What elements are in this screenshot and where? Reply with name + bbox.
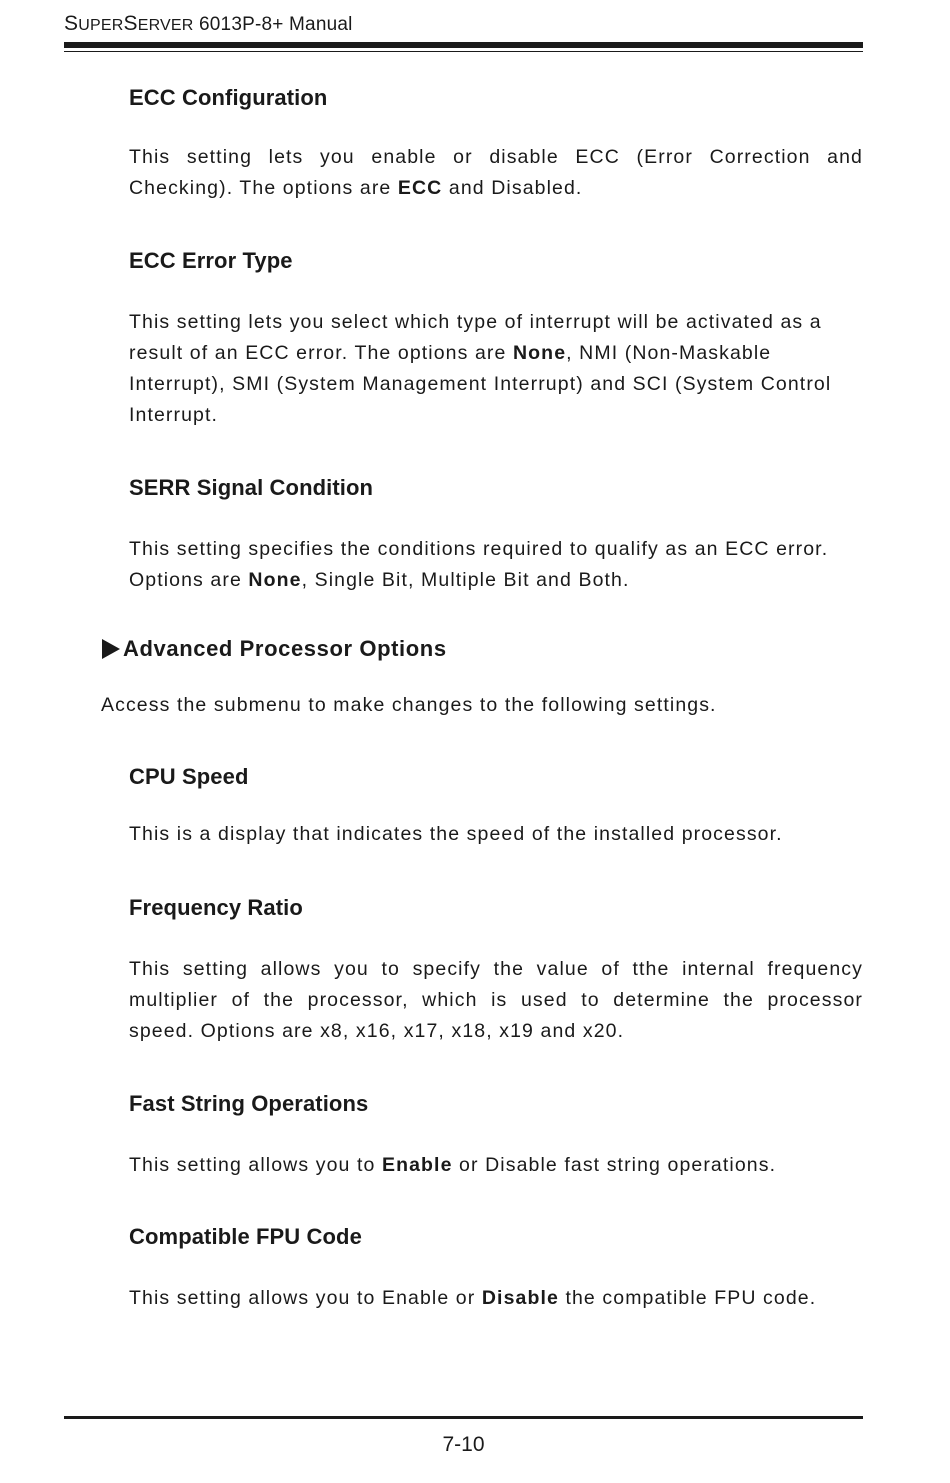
serr-signal-text — [129, 534, 863, 596]
header-title-s4: ERVER — [137, 17, 194, 34]
fast-string-text — [129, 1150, 863, 1181]
ecc-error-type-heading: ECC Error Type — [129, 248, 293, 273]
frequency-ratio-heading: Frequency Ratio — [129, 895, 303, 920]
submenu-arrow-icon — [102, 639, 120, 659]
ecc-error-type-text-a: This setting lets you select which type of interrupt will be activated as a result of an ECC error. The options are — [129, 311, 822, 364]
serr-signal-default: None — [248, 569, 302, 591]
compatible-fpu-default: Disable — [481, 1287, 559, 1309]
advanced-processor-heading — [102, 636, 447, 662]
advanced-processor-title: Advanced Processor Options — [123, 636, 447, 661]
ecc-configuration-text-a: This setting lets you enable or disable ECC (Error Correction and Checking). The options are — [129, 146, 863, 199]
advanced-processor-description: Access the submenu to make changes to the following settings. — [101, 694, 717, 716]
header-rule-thick — [64, 42, 863, 48]
ecc-configuration-default: ECC — [397, 177, 443, 199]
compatible-fpu-heading: Compatible FPU Code — [129, 1224, 362, 1249]
header-title-s3: S — [123, 12, 138, 35]
footer-rule — [64, 1416, 863, 1419]
running-header — [64, 12, 353, 36]
ecc-configuration-text-b: and Disabled. — [442, 177, 583, 199]
fast-string-text-a: This setting allows you to — [129, 1154, 382, 1176]
header-title-s1: S — [64, 12, 79, 35]
fast-string-default: Enable — [381, 1154, 453, 1176]
header-title-s2: UPER — [78, 17, 124, 34]
cpu-speed-heading: CPU Speed — [129, 764, 249, 789]
compatible-fpu-text-b: the compatible FPU code. — [558, 1287, 817, 1309]
header-rule-thin — [64, 51, 863, 52]
ecc-configuration-heading: ECC Configuration — [129, 85, 328, 110]
ecc-configuration-text — [129, 142, 863, 204]
cpu-speed-text: This is a display that indicates the speed of the installed processor. — [129, 823, 783, 845]
ecc-error-type-text-b: , NMI (Non-Maskable Interrupt), SMI (System Management Interrupt) and SCI (System Control Interrupt. — [129, 342, 832, 426]
serr-signal-text-a: This setting specifies the conditions required to qualify as an ECC error. Options are — [129, 538, 829, 591]
fast-string-heading: Fast String Operations — [129, 1091, 369, 1116]
fast-string-text-b: or Disable fast string operations. — [452, 1154, 777, 1176]
header-title-rest: 6013P-8+ Manual — [193, 14, 353, 35]
ecc-error-type-text — [129, 307, 863, 431]
compatible-fpu-text-a: This setting allows you to Enable or — [129, 1287, 482, 1309]
serr-signal-text-b: , Single Bit, Multiple Bit and Both. — [301, 569, 630, 591]
frequency-ratio-text: This setting allows you to specify the value of tthe internal frequency multiplier of the processor, which is used to determine the processor speed. Options are x8, x16, x17, x18, x19 and x20. — [129, 958, 863, 1042]
page-number: 7-10 — [442, 1433, 485, 1456]
compatible-fpu-text — [129, 1283, 863, 1314]
serr-signal-heading: SERR Signal Condition — [129, 475, 374, 500]
ecc-error-type-default: None — [512, 342, 567, 364]
